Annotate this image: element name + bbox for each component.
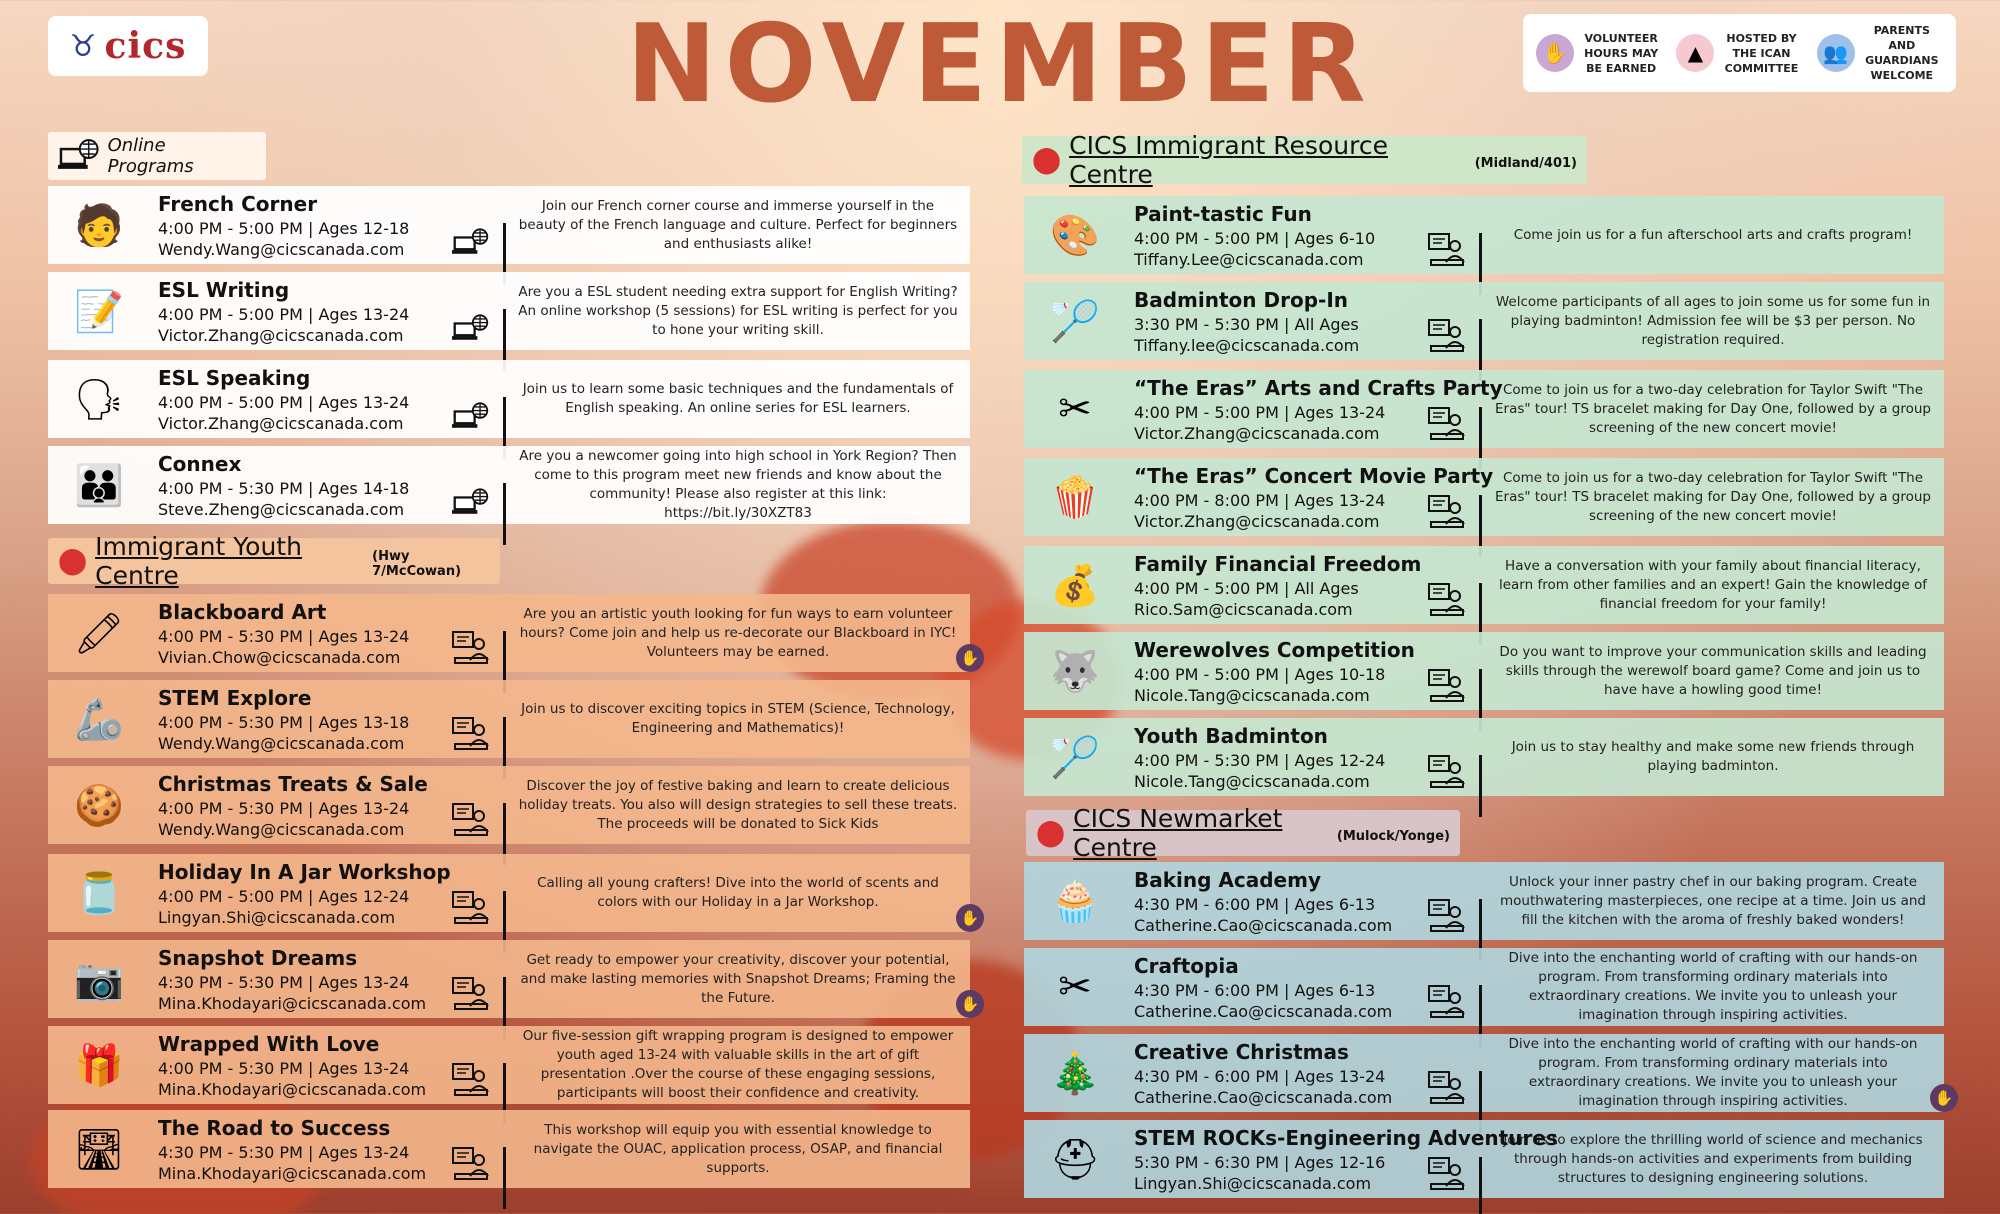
- program-name: ESL Speaking: [158, 366, 311, 390]
- program-info: [48, 1110, 503, 1188]
- program-details: [158, 392, 409, 434]
- in-person-icon: [1427, 668, 1467, 704]
- program-info: [48, 272, 503, 350]
- program-time: 4:30 PM - 5:30 PM | Ages 13-24: [158, 973, 410, 992]
- legend-text: VOLUNTEER HOURS MAY BE EARNED: [1584, 31, 1659, 75]
- road-icon: 🛣: [73, 1126, 125, 1173]
- program-name: Paint-tastic Fun: [1134, 202, 1312, 226]
- legend-item: [1676, 31, 1802, 76]
- program-info: [1024, 196, 1479, 274]
- online-laptop-icon: [451, 308, 491, 344]
- program-details: [158, 1142, 426, 1184]
- volunteer-hours-icon: ✋: [956, 904, 984, 932]
- program-description: Are you a newcomer going into high school in York Region? Then come to this program meet new friends and know about the community! Please also register at this link: https://bit.ly/30XZT83: [519, 448, 957, 521]
- online-program-card: [48, 360, 970, 438]
- program-description: Get ready to empower your creativity, discover your potential, and make lasting memories with Snapshot Dreams; Framing the the Future.: [520, 951, 956, 1006]
- program-name: Badminton Drop-In: [1134, 288, 1348, 312]
- program-email[interactable]: Victor.Zhang@cicscanada.com: [1134, 424, 1380, 443]
- laptop-globe-icon: [58, 139, 100, 173]
- youth-program-card: [48, 594, 970, 672]
- program-info: [48, 680, 503, 758]
- program-info: [48, 594, 503, 672]
- online-laptop-icon: [451, 396, 491, 432]
- program-time: 4:00 PM - 5:00 PM | Ages 13-24: [1134, 403, 1386, 422]
- in-person-icon: [1427, 494, 1467, 530]
- popcorn-icon: 🍿: [1050, 474, 1100, 521]
- program-name: Holiday In A Jar Workshop: [158, 860, 451, 884]
- program-details: [158, 712, 409, 754]
- program-name: Connex: [158, 452, 242, 476]
- program-details: [158, 626, 409, 668]
- program-description: Are you a ESL student needing extra support for English Writing? An online workshop (5 sessions) for ESL writing is perfect for you to hone your writing skill.: [518, 283, 958, 338]
- program-info: [1024, 948, 1479, 1026]
- legend-text: HOSTED BY THE ICAN COMMITTEE: [1724, 31, 1799, 75]
- hardhat-icon: ⛑: [1049, 1136, 1101, 1183]
- program-details: [1134, 1152, 1385, 1194]
- program-description: Have a conversation with your family about financial literacy, learn from other families and an expert! Gain the knowledge of financial freedom for your family!: [1498, 557, 1928, 612]
- speaking-icon: 🗣: [73, 376, 125, 423]
- program-time: 4:00 PM - 5:00 PM | Ages 10-18: [1134, 665, 1386, 684]
- irc-program-card: [1024, 546, 1944, 624]
- money-icon: 💰: [1050, 562, 1100, 609]
- person-icon: 🧑: [74, 202, 124, 249]
- program-email[interactable]: Lingyan.Shi@cicscanada.com: [158, 908, 396, 927]
- program-name: Family Financial Freedom: [1134, 552, 1422, 576]
- program-info: [1024, 370, 1503, 448]
- location-pin-icon: ⬤: [1032, 145, 1062, 175]
- irc-location: (Midland/401): [1474, 155, 1577, 171]
- program-time: 4:00 PM - 5:00 PM | Ages 13-24: [158, 305, 410, 324]
- newmarket-location: (Mulock/Yonge): [1336, 828, 1450, 844]
- program-name: Baking Academy: [1134, 868, 1322, 892]
- volunteer-hours-icon: ✋: [956, 990, 984, 1018]
- irc-program-card: [1024, 370, 1944, 448]
- program-time: 4:00 PM - 8:00 PM | Ages 13-24: [1134, 491, 1386, 510]
- irc-program-card: [1024, 282, 1944, 360]
- program-details: [158, 798, 409, 840]
- newmarket-program-card: [1024, 1120, 1944, 1198]
- program-details: [158, 886, 409, 928]
- program-details: [158, 218, 409, 260]
- program-time: 4:00 PM - 5:00 PM | Ages 13-24: [158, 393, 410, 412]
- program-details: [1134, 750, 1385, 792]
- program-time: 3:30 PM - 5:30 PM | All Ages: [1134, 315, 1359, 334]
- program-email[interactable]: Wendy.Wang@cicscanada.com: [158, 734, 405, 753]
- writing-icon: 📝: [74, 288, 124, 335]
- legend-text: PARENTS AND GUARDIANS WELCOME: [1865, 24, 1939, 82]
- program-time: 4:00 PM - 5:30 PM | Ages 13-24: [158, 799, 410, 818]
- program-info: [48, 186, 503, 264]
- program-description: Dive into the enchanting world of crafting with our hands-on program. From transforming ordinary materials into extraordinary creations. We invite you to unleash your imagination through inspiring activities.: [1508, 950, 1918, 1023]
- program-details: [158, 478, 409, 520]
- shuttlecock-icon: 🏸: [1050, 734, 1100, 781]
- program-email[interactable]: Victor.Zhang@cicscanada.com: [1134, 512, 1380, 531]
- legend: [1523, 14, 1956, 92]
- paint-splash-icon: 🎨: [1050, 212, 1100, 259]
- program-name: Snapshot Dreams: [158, 946, 358, 970]
- program-description: Come to join us for a two-day celebration for Taylor Swift "The Eras" tour! TS bracelet making for Day One, followed by a group screening of the new concert movie!: [1494, 469, 1931, 524]
- program-description: Are you an artistic youth looking for fun ways to earn volunteer hours? Come join and help us re-decorate our Blackboard in IYC! Volunteers may be earned.: [519, 605, 957, 660]
- online-programs-header: [48, 132, 266, 180]
- program-description: Calling all young crafters! Dive into the world of scents and colors with our Holiday in a Jar Workshop.: [537, 875, 939, 910]
- program-details: [1134, 1066, 1392, 1108]
- program-name: “The Eras” Concert Movie Party: [1134, 464, 1494, 488]
- in-person-icon: [1427, 232, 1467, 268]
- program-info: [48, 766, 503, 844]
- program-time: 4:00 PM - 5:00 PM | Ages 12-24: [158, 887, 410, 906]
- in-person-icon: [1427, 582, 1467, 618]
- program-email[interactable]: Mina.Khodayari@cicscanada.com: [158, 994, 427, 1013]
- program-details: [1134, 980, 1392, 1022]
- program-details: [1134, 664, 1385, 706]
- program-name: STEM ROCKs-Engineering Adventures: [1134, 1126, 1558, 1150]
- program-email[interactable]: Lingyan.Shi@cicscanada.com: [1134, 1174, 1372, 1193]
- youth-centre-title: Immigrant Youth Centre: [95, 532, 302, 590]
- program-time: 4:00 PM - 5:00 PM | Ages 6-10: [1134, 229, 1376, 248]
- program-email[interactable]: Nicole.Tang@cicscanada.com: [1134, 772, 1370, 791]
- youth-program-card: [48, 766, 970, 844]
- program-details: [1134, 314, 1359, 356]
- in-person-icon: [1427, 318, 1467, 354]
- program-time: 4:30 PM - 5:30 PM | Ages 13-24: [158, 1143, 410, 1162]
- online-laptop-icon: [451, 482, 491, 518]
- program-info: [48, 940, 503, 1018]
- page-title: NOVEMBER: [626, 2, 1374, 127]
- program-description: Discover the joy of festive baking and learn to create delicious holiday treats. You also will design strategies to sell these treats. The proceeds will be donated to Sick Kids: [518, 777, 958, 832]
- program-time: 4:00 PM - 5:00 PM | All Ages: [1134, 579, 1359, 598]
- in-person-icon: [1427, 984, 1467, 1020]
- program-time: 4:00 PM - 5:30 PM | Ages 14-18: [158, 479, 410, 498]
- program-description: Join us to learn some basic techniques and the fundamentals of English speaking. An online series for ESL learners.: [522, 381, 954, 416]
- people-icon: 👥: [1817, 34, 1855, 72]
- irc-program-card: [1024, 718, 1944, 796]
- program-info: [1024, 458, 1494, 536]
- program-name: Werewolves Competition: [1134, 638, 1415, 662]
- program-info: [1024, 862, 1479, 940]
- newmarket-program-card: [1024, 948, 1944, 1026]
- program-info: [1024, 1034, 1479, 1112]
- youth-program-card: [48, 1026, 970, 1104]
- in-person-icon: [451, 1146, 491, 1182]
- program-email[interactable]: Victor.Zhang@cicscanada.com: [158, 326, 404, 345]
- program-details: [1134, 490, 1385, 532]
- program-info: [48, 360, 503, 438]
- program-description: Join us to stay healthy and make some new friends through playing badminton.: [1511, 739, 1915, 774]
- in-person-icon: [451, 630, 491, 666]
- program-description: Come to join us for a two-day celebration for Taylor Swift "The Eras" tour! TS bracelet making for Day One, followed by a group screening of the new concert movie!: [1494, 381, 1931, 436]
- online-program-card: [48, 186, 970, 264]
- irc-program-card: [1024, 458, 1944, 536]
- online-program-card: [48, 272, 970, 350]
- triangle-logo-icon: ▲: [1676, 34, 1714, 72]
- program-details: [158, 304, 409, 346]
- program-time: 4:00 PM - 5:30 PM | Ages 13-24: [158, 627, 410, 646]
- in-person-icon: [1427, 754, 1467, 790]
- ornament-icon: 🎄: [1050, 1050, 1100, 1097]
- program-description: Welcome participants of all ages to join some us for some fun in playing badminton! Admission fee will be $3 per person. No registration required.: [1495, 293, 1931, 348]
- location-pin-icon: ⬤: [58, 546, 88, 576]
- program-info: [1024, 632, 1479, 710]
- jar-icon: 🫙: [74, 870, 124, 917]
- program-name: ESL Writing: [158, 278, 290, 302]
- werewolf-icon: 🐺: [1050, 648, 1100, 695]
- program-description: Join us to explore the thrilling world of science and mechanics through hands-on activities and experiments from building structures to designing engineering solutions.: [1503, 1131, 1923, 1186]
- program-name: STEM Explore: [158, 686, 312, 710]
- legend-item: [1536, 31, 1662, 76]
- legend-item: [1817, 23, 1943, 83]
- program-description: Our five-session gift wrapping program is designed to empower youth aged 13-24 with valuable skills in the art of gift presentation .Over the course of these engaging sessions, participants will boost their confidence and creativity.: [522, 1028, 954, 1101]
- program-time: 5:30 PM - 6:30 PM | Ages 12-16: [1134, 1153, 1386, 1172]
- logo-mark-icon: ♉: [69, 28, 97, 64]
- in-person-icon: [451, 1062, 491, 1098]
- irc-title: CICS Immigrant Resource Centre: [1069, 131, 1388, 189]
- program-email[interactable]: Nicole.Tang@cicscanada.com: [1134, 686, 1370, 705]
- program-name: The Road to Success: [158, 1116, 391, 1140]
- in-person-icon: [451, 802, 491, 838]
- program-name: Youth Badminton: [1134, 724, 1328, 748]
- program-email[interactable]: Tiffany.lee@cicscanada.com: [1134, 336, 1360, 355]
- program-time: 4:30 PM - 6:00 PM | Ages 6-13: [1134, 981, 1376, 1000]
- program-details: [1134, 894, 1392, 936]
- program-name: Creative Christmas: [1134, 1040, 1349, 1064]
- in-person-icon: [1427, 1156, 1467, 1192]
- program-email[interactable]: Wendy.Wang@cicscanada.com: [158, 820, 405, 839]
- program-email[interactable]: Wendy.Wang@cicscanada.com: [158, 240, 405, 259]
- logo-text: cics: [104, 25, 187, 67]
- youth-centre-header: [48, 532, 500, 590]
- program-info: [1024, 282, 1479, 360]
- in-person-icon: [1427, 898, 1467, 934]
- scissors-icon: ✂: [1058, 964, 1092, 1010]
- program-email[interactable]: Catherine.Cao@cicscanada.com: [1134, 1088, 1393, 1107]
- online-programs-title: Online Programs: [107, 135, 194, 177]
- online-program-card: [48, 446, 970, 524]
- program-email[interactable]: Catherine.Cao@cicscanada.com: [1134, 1002, 1393, 1021]
- irc-header: [1022, 131, 1587, 189]
- newmarket-program-card: [1024, 862, 1944, 940]
- youth-centre-location: (Hwy 7/McCowan): [372, 549, 462, 579]
- program-info: [1024, 1120, 1558, 1198]
- program-time: 4:30 PM - 6:00 PM | Ages 6-13: [1134, 895, 1376, 914]
- youth-program-card: [48, 854, 970, 932]
- program-time: 4:00 PM - 5:30 PM | Ages 13-24: [158, 1059, 410, 1078]
- raised-hand-icon: ✋: [1536, 34, 1574, 72]
- program-description: Dive into the enchanting world of crafting with our hands-on program. From transforming ordinary materials into extraordinary creations. We invite you to unleash your imagination through inspiring activities.: [1508, 1036, 1918, 1109]
- in-person-icon: [451, 716, 491, 752]
- program-email[interactable]: Rico.Sam@cicscanada.com: [1134, 600, 1353, 619]
- program-details: [158, 972, 426, 1014]
- crafts-icon: ✂: [1058, 386, 1092, 432]
- gift-icon: 🎁: [74, 1042, 124, 1089]
- online-laptop-icon: [451, 222, 491, 258]
- racket-icon: 🏸: [1050, 298, 1100, 345]
- volunteer-hours-icon: ✋: [956, 644, 984, 672]
- program-description: Unlock your inner pastry chef in our baking program. Create mouthwatering masterpieces, one recipe at a time. Join us and fill the kitchen with the aroma of freshly baked wonders!: [1500, 873, 1926, 928]
- program-details: [158, 1058, 426, 1100]
- program-info: [48, 854, 503, 932]
- program-details: [1134, 228, 1375, 270]
- program-details: [1134, 402, 1385, 444]
- robot-arm-icon: 🦾: [74, 696, 124, 743]
- program-email[interactable]: Vivian.Chow@cicscanada.com: [158, 648, 401, 667]
- program-info: [48, 1026, 503, 1104]
- program-name: Craftopia: [1134, 954, 1239, 978]
- newmarket-title: CICS Newmarket Centre: [1073, 804, 1283, 862]
- in-person-icon: [1427, 406, 1467, 442]
- location-pin-icon: ⬤: [1036, 818, 1066, 848]
- program-info: [48, 446, 503, 524]
- baking-icon: 🧁: [1050, 878, 1100, 925]
- in-person-icon: [1427, 1070, 1467, 1106]
- youth-program-card: [48, 1110, 970, 1188]
- group-icon: 👪: [74, 462, 124, 509]
- program-name: Blackboard Art: [158, 600, 327, 624]
- program-description: Do you want to improve your communication skills and leading skills through the werewolf board game? Come and join us to have have a howling good time!: [1499, 643, 1927, 698]
- program-name: French Corner: [158, 192, 318, 216]
- newmarket-header: [1026, 804, 1460, 862]
- gingerbread-icon: 🍪: [74, 782, 124, 829]
- program-email[interactable]: Steve.Zheng@cicscanada.com: [158, 500, 405, 519]
- program-name: Christmas Treats & Sale: [158, 772, 428, 796]
- program-description: This workshop will equip you with essential knowledge to navigate the OUAC, application process, OSAP, and financial supports.: [533, 1121, 943, 1176]
- program-email[interactable]: Mina.Khodayari@cicscanada.com: [158, 1080, 427, 1099]
- program-email[interactable]: Tiffany.Lee@cicscanada.com: [1134, 250, 1364, 269]
- youth-program-card: [48, 680, 970, 758]
- in-person-icon: [451, 890, 491, 926]
- program-time: 4:00 PM - 5:30 PM | Ages 12-24: [1134, 751, 1386, 770]
- irc-program-card: [1024, 196, 1944, 274]
- program-time: 4:00 PM - 5:00 PM | Ages 12-18: [158, 219, 410, 238]
- program-description: Join our French corner course and immerse yourself in the beauty of the French language and culture. Perfect for beginners and enthusiasts alike!: [518, 197, 958, 252]
- program-email[interactable]: Victor.Zhang@cicscanada.com: [158, 414, 404, 433]
- chalk-icon: 🖍: [73, 610, 125, 657]
- in-person-icon: [451, 976, 491, 1012]
- program-info: [1024, 546, 1479, 624]
- volunteer-hours-icon: ✋: [1930, 1084, 1958, 1112]
- program-email[interactable]: Mina.Khodayari@cicscanada.com: [158, 1164, 427, 1183]
- program-details: [1134, 578, 1359, 620]
- irc-program-card: [1024, 632, 1944, 710]
- program-time: 4:00 PM - 5:30 PM | Ages 13-18: [158, 713, 410, 732]
- program-description: Come join us for a fun afterschool arts and crafts program!: [1513, 226, 1913, 243]
- program-time: 4:30 PM - 6:00 PM | Ages 13-24: [1134, 1067, 1386, 1086]
- program-email[interactable]: Catherine.Cao@cicscanada.com: [1134, 916, 1393, 935]
- newmarket-program-card: [1024, 1034, 1944, 1112]
- camera-icon: 📷: [74, 956, 124, 1003]
- program-name: Wrapped With Love: [158, 1032, 380, 1056]
- youth-program-card: [48, 940, 970, 1018]
- program-description: Join us to discover exciting topics in STEM (Science, Technology, Engineering and Mathematics)!: [521, 701, 955, 736]
- program-name: “The Eras” Arts and Crafts Party: [1134, 376, 1503, 400]
- program-info: [1024, 718, 1479, 796]
